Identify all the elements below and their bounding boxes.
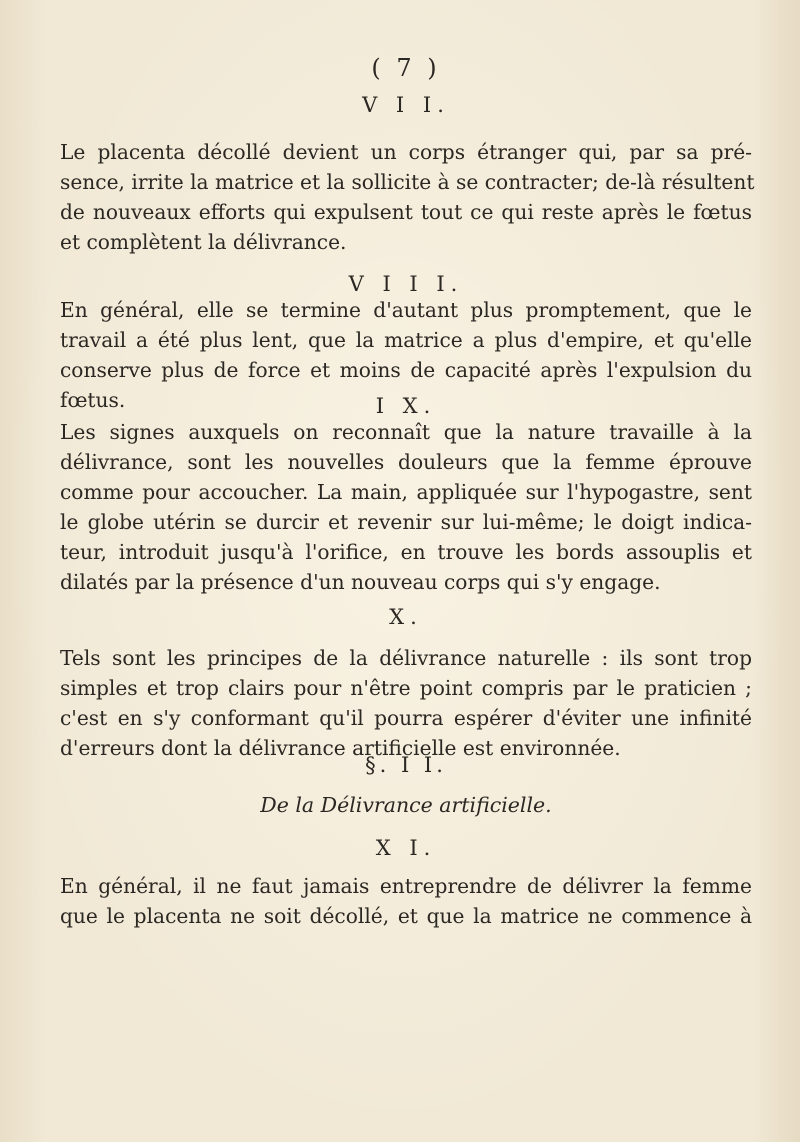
text-line: et complètent la délivrance.	[60, 230, 347, 254]
text-line: de nouveaux efforts qui expulsent tout ce qui reste après le fœtus	[60, 200, 752, 224]
text-line: Le placenta décollé devient un corps étranger qui, par sa pré-	[60, 140, 752, 164]
section-heading-x: X.	[389, 605, 423, 629]
text-line: c'est en s'y conformant qu'il pourra espérer d'éviter une infinité	[60, 706, 752, 730]
paragraph-vii	[60, 137, 755, 257]
text-line: travail a été plus lent, que la matrice a plus d'empire, et qu'elle	[60, 328, 752, 352]
text-line: fœtus.	[60, 388, 126, 412]
section-heading-vii: V I I.	[362, 93, 450, 117]
paragraph-x	[60, 643, 752, 763]
page-number: ( 7 )	[371, 54, 441, 82]
text-line: conserve plus de force et moins de capacité après l'expulsion du	[60, 358, 752, 382]
text-line: délivrance, sont les nouvelles douleurs que la femme éprouve	[60, 450, 752, 474]
paragraph-xi	[60, 871, 752, 931]
paragraph-ix	[60, 417, 752, 597]
text-line: Tels sont les principes de la délivrance naturelle : ils sont trop	[60, 646, 752, 670]
text-line: En général, il ne faut jamais entreprendre de délivrer la femme	[60, 874, 752, 898]
text-line: comme pour accoucher. La main, appliquée sur l'hypogastre, sent	[60, 480, 752, 504]
section-heading-ix: I X.	[375, 394, 437, 418]
text-line: Les signes auxquels on reconnaît que la nature travaille à la	[60, 420, 752, 444]
text-line: simples et trop clairs pour n'être point compris par le praticien ;	[60, 676, 752, 700]
text-line: En général, elle se termine d'autant plus promptement, que le	[60, 298, 752, 322]
section-heading-xi: X I.	[375, 836, 437, 860]
text-line: d'erreurs dont la délivrance artificielle est environnée.	[60, 736, 621, 760]
subtitle: De la Délivrance artificielle.	[260, 793, 552, 817]
section-heading-viii: V I I I.	[348, 272, 464, 296]
text-line: dilatés par la présence d'un nouveau corps qui s'y engage.	[60, 570, 661, 594]
text-line: que le placenta ne soit décollé, et que la matrice ne commence à	[60, 904, 752, 928]
text-line: teur, introduit jusqu'à l'orifice, en trouve les bords assouplis et	[60, 540, 752, 564]
section-mark: §. I I.	[365, 753, 447, 777]
text-line: le globe utérin se durcir et revenir sur lui-même; le doigt indica-	[60, 510, 752, 534]
text-line: sence, irrite la matrice et la sollicite à se contracter; de-là résultent	[60, 170, 755, 194]
